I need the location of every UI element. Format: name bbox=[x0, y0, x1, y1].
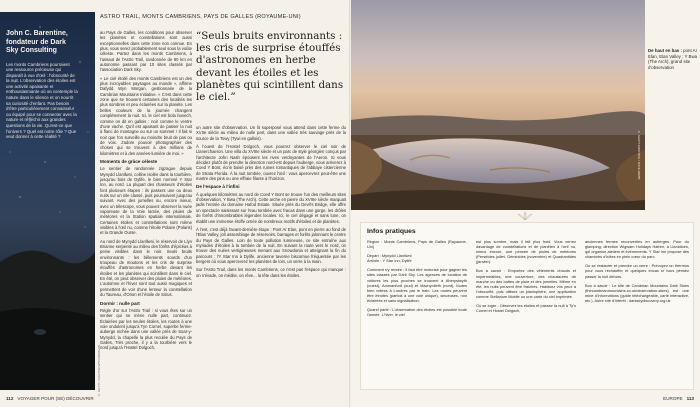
section-name: VOYAGER POUR (SE) DÉCOUVRIR bbox=[17, 396, 94, 401]
author-name: John C. Barentine, fondateur de Dark Sky Consulting bbox=[6, 30, 68, 54]
paragraph: Règle d'or sur l'Astro Trail : si vous êtes sur un sentier qui ne mène nulle part, continuez. Éclairées par les seules étoiles, les routes à une voie ondulent jusqu'à Tyn Cornel, superbe ferme-auberge nichée dans une vallée près de Soar-y-Mynydd, la chapelle la plus reculée du Pays de Galles. Très proche, il y a la tourbière vers le nord jusqu'à l'Hostel Dolgoch, bbox=[100, 307, 192, 351]
paragraph: À l'ouest de l'Hostel Dolgoch, vous pourrez observer le ciel noir de Llanerchaeron. Une villa du XVIIIe siècle et un parc de style géorgien conçus par l'architecte John Nash épousent les rives verdoyantes de l'Aeron. Si vous décidez plutôt de prendre la direction nord-est depuis l'auberge, vous arriverez à Coed Y Bont, écrin boisé près des ruines romantiques de l'abbaye cistercienne de Strata Florida. À la nuit tombée, ouvrez l'œil : vous apercevrez peut-être une martre des pins ou une effraie filante à l'horizon. bbox=[196, 144, 346, 182]
info-column-3 bbox=[585, 239, 689, 307]
info-title: Infos pratiques bbox=[367, 228, 416, 235]
practical-info-panel bbox=[360, 222, 694, 390]
paragraph: « Le ciel étoilé des monts Cambriens est un des plus incroyables paysages au monde », affirme Dafydd Wyn Morgan, gestionnaire de la Cambrian Mountains Initiative. « C'est dans cette zone que se trouvent certaines des localités les plus sombres et peu éclairées sur la planète. Les belles couleurs de la journée changent complètement la nuit. Ici, le ciel est bola buvech, comme on dit en gallois : noir comme le ventre d'une vache. Qu'il est apaisant de passer la nuit à flanc de montagne ou sur un sommet ! Il fait si noir que l'on surveille au moindre bruit de pas ou de voix. J'adore pouvoir photographier des choses qui se trouvent à des millions de kilomètres et à des années-lumière de moi. » bbox=[100, 75, 192, 156]
paragraph: au Pays de Galles, les conditions pour observer les planètes et constellations sont aussi exceptionnelles dans cette zone non connue. En plus, vous serez probablement seul sous la voûte céleste. Partez dans les monts Cambriens, à l'assaut de l'Astro Trail, randonnée de 80 km en autonomie passant par 10 sites classés par l'association Dark Sky. bbox=[100, 30, 192, 73]
article-column-1 bbox=[100, 30, 192, 354]
folio-right bbox=[663, 396, 694, 401]
info-when: Quand partir : L'observation des étoiles est possible toute l'année. L'hiver, le ciel bbox=[367, 307, 467, 318]
caption-text: pont Ar Elan, Elan Valley ; Y Bwa (The Arch), grand site d'observation bbox=[648, 48, 698, 70]
section-heading: De l'espace à l'infini bbox=[196, 184, 240, 190]
paragraph: Au nord de Mynydd Llanllwni, le réservoir de Llyn Brianne serpente au milieu des forêts d'épicéas à peine visibles dans le noir. Seuls bruits environnants : les bêlements sourds d'un troupeau de moutons et les cris de surprise étouffés d'astronomes en herbe devant les étoiles et les planètes qui scintillent dans le ciel. En été, on peut observer des pluies de météores. L'automne et l'hiver sont tout aussi magiques et permettent de voir d'une lenteur la constellation du Taureau, d'Orion et l'étoile de Sirius. bbox=[100, 238, 192, 298]
info-end: Arrivée : Y Star Inn, Dylife bbox=[367, 258, 412, 264]
section-name: EUROPE bbox=[663, 396, 683, 401]
info-getting-there: Comment s'y rendre : Il faut être motorisé pour gagner les sites classés par Dark Sky. Les agences de location de voitures les plus proches se trouvent à Aberystwyth (ouest), Ammanford (sud) et Machynlleth (nord), toutes bien reliées à Londres par le train. Les routes peuvent être étroites (parfois à une voie unique), sinueuses, non éclairées et sans signalisation. bbox=[367, 267, 467, 303]
moorland-pond-scene bbox=[350, 0, 645, 210]
page-number: 113 bbox=[686, 396, 694, 401]
paragraph: À quelques kilomètres au nord de Coed Y Bont se trouve l'un des meilleurs sites d'observation, Y Bwa (The Arch). Cette arche en pierre du XVIIIe siècle marquait jadis l'entrée du domaine Hafod Estate. Située près du Devil's Bridge, elle offre un spectacle saisissant sur l'eau tombée avec fracas dans une gorge, les drôles de forêts d'innombrables légendes locales. Ici, le ciel dégagé et sans lune, on établit une immense étoffe ornée de nombreux motifs d'étoiles et de planètes. bbox=[196, 191, 346, 224]
article-column-2 bbox=[196, 125, 346, 281]
photo-caption bbox=[648, 48, 698, 70]
info-good-to-know: Bon à savoir : Le site de Cambrian Mountains Dark Skies (thecambrianmountains.co.uk/observation-skies) est une mine d'informations (guide téléchargeable, carte interactive, etc.). Autre site d'intérêt : darkskydiscovery.org.uk bbox=[585, 282, 689, 303]
section-heading: Moments de grâce céleste bbox=[100, 158, 158, 164]
info-tips: Bon à savoir : Emportez des vêtements chauds et imperméables, une couverture, des chaussures de marche ou des bottes de pluie et des jumelles. Même en été, les nuits peuvent être fraîches. Habituez vos yeux à l'obscurité, puis utilisez un planisphère, une application comme Stellarium Mobile ou une carte du ciel imprimée. bbox=[476, 268, 576, 299]
info-column-1 bbox=[367, 239, 467, 321]
section-heading: Dormir : nulle part bbox=[100, 300, 140, 306]
page-number: 112 bbox=[6, 396, 14, 401]
pull-quote: “Seuls bruits environnants : les cris de surprise étouffés d'astronomes en herbe devant les étoiles et les planètes qui scintillent dans le ciel.” bbox=[196, 30, 344, 104]
paragraph: est plus sombre, mais il fait plus froid. Vous verrez davantage de constellations et de planètes à l'œil nu, mieux encore, une pensée de pluies de météores (Perséides juillet, Géminides (novembre) et Quadrantides (janvier). bbox=[476, 239, 576, 265]
info-eat-drink: Où se restaurer et prendre un verre : Prévoyez un thermos pour vous réchauffer et quelques encas si vous pensez passer la nuit dehors. bbox=[585, 263, 689, 279]
landscape-photo bbox=[350, 0, 645, 210]
info-region: Région : Monts Cambriens, Pays de Galles (Royaume-Uni) bbox=[367, 239, 467, 250]
article-kicker: ASTRO TRAIL, MONTS CAMBRIENS, PAYS DE GALLES (ROYAUME-UNI) bbox=[100, 14, 301, 20]
photo-credit: © SHUTTERSTOCK / DAVE WEBB bbox=[637, 130, 641, 180]
paragraph: anciennes fermes reconverties en auberges. Pour du glamping, direction Wigwam Holidays Hafren, à Llanidloes, qui organise ateliers et événements. Y Star Inn propose des chambres d'hôtes en plein cœur du parc. bbox=[585, 239, 689, 260]
lotus-ornament-icon bbox=[516, 211, 534, 221]
info-column-2 bbox=[476, 239, 576, 317]
paragraph: Sur l'Astro Trail, dans les monts Cambriens, ce n'est pas l'espace qui manque : on s'évade, on médite, on rêve... la tête dans les étoiles. bbox=[196, 267, 346, 278]
paragraph: Le sentier de randonnée zigzague depuis Mynydd Llanllwni, colline isolée dans la tourbière, jusqu'au bois de Dylife, le bien nommé Y Star Inn, au nord. La plupart des chasseurs d'étoiles font plusieurs étapes : ils passent une ou deux nuits sur un site classé, puis poursuivent jusqu'au suivant. Avec des jumelles ou, encore mieux, avec un télescope, vous pouvez observer la nuée vaporeuse de la Voie lactée, des pluies de météores et la Station spatiale internationale. Certaines étoiles et constellations sont même visibles à l'œil nu, comme l'étoile Polaire (Polaris) et la Grande Ourse. bbox=[100, 166, 192, 236]
paragraph: À l'est, c'est déjà l'avant-dernière étape : Pont Ar Elan, pont en pierre au fond de l'Elan Valley, joli assemblage de réservoirs, barrages et forêts jalonnant le centre du Pays de Galles. Loin de toute pollution lumineuse, ce site entraîne aux myriades d'étoiles à la tombée de la nuit. En suivant la route vers le nord, on trouve des nuées vertigineuses menant aux Snowdonia et atteignant la fin du parcours : l'Y Star Inn à Dylife, ancienne taverne biscornue fréquentée par les bergers où vous apercevrez les planètes de loin, un verre à la main. bbox=[196, 226, 346, 264]
folio-left bbox=[6, 396, 94, 401]
photo-credit: © GETTY / DAFYDD WYN MORGAN bbox=[97, 345, 101, 397]
paragraph: un autre site d'observation. Un lit superposé vous attend dans cette ferme du XVIIe siècle au milieu de nulle part, dans une vallée très sauvage près de la source de la Towy (Tywi en gallois). bbox=[196, 125, 346, 141]
author-sidebar bbox=[6, 30, 78, 140]
caption-title: De haut en bas : bbox=[648, 48, 682, 53]
info-start: Départ : Mynydd Llanllwni bbox=[367, 253, 412, 259]
right-page bbox=[350, 0, 700, 407]
author-bio: Les monts Cambriens pourraient une ressource précieuse qui disparaît à vue d'œil : l'obscurité de la nuit. L'observation des étoiles est une activité apaisante et enthousiasmante où on contemple la nature dans le silence et on nourrit sa curiosité d'enfant. Pas besoin d'être particulièrement connaisseur ou équipé pour se connecter avec la nature et réfléchir aux grandes questions de la vie. Qu'est-ce que l'univers ? Quel est notre rôle ? Que veut donner à cette réalité ? bbox=[6, 61, 78, 140]
spine-gutter bbox=[349, 0, 351, 407]
info-lodging: Où se loger : Observez les étoiles et passez la nuit à Ty'n Cornel et Hostel Dolgoch, bbox=[476, 303, 576, 314]
